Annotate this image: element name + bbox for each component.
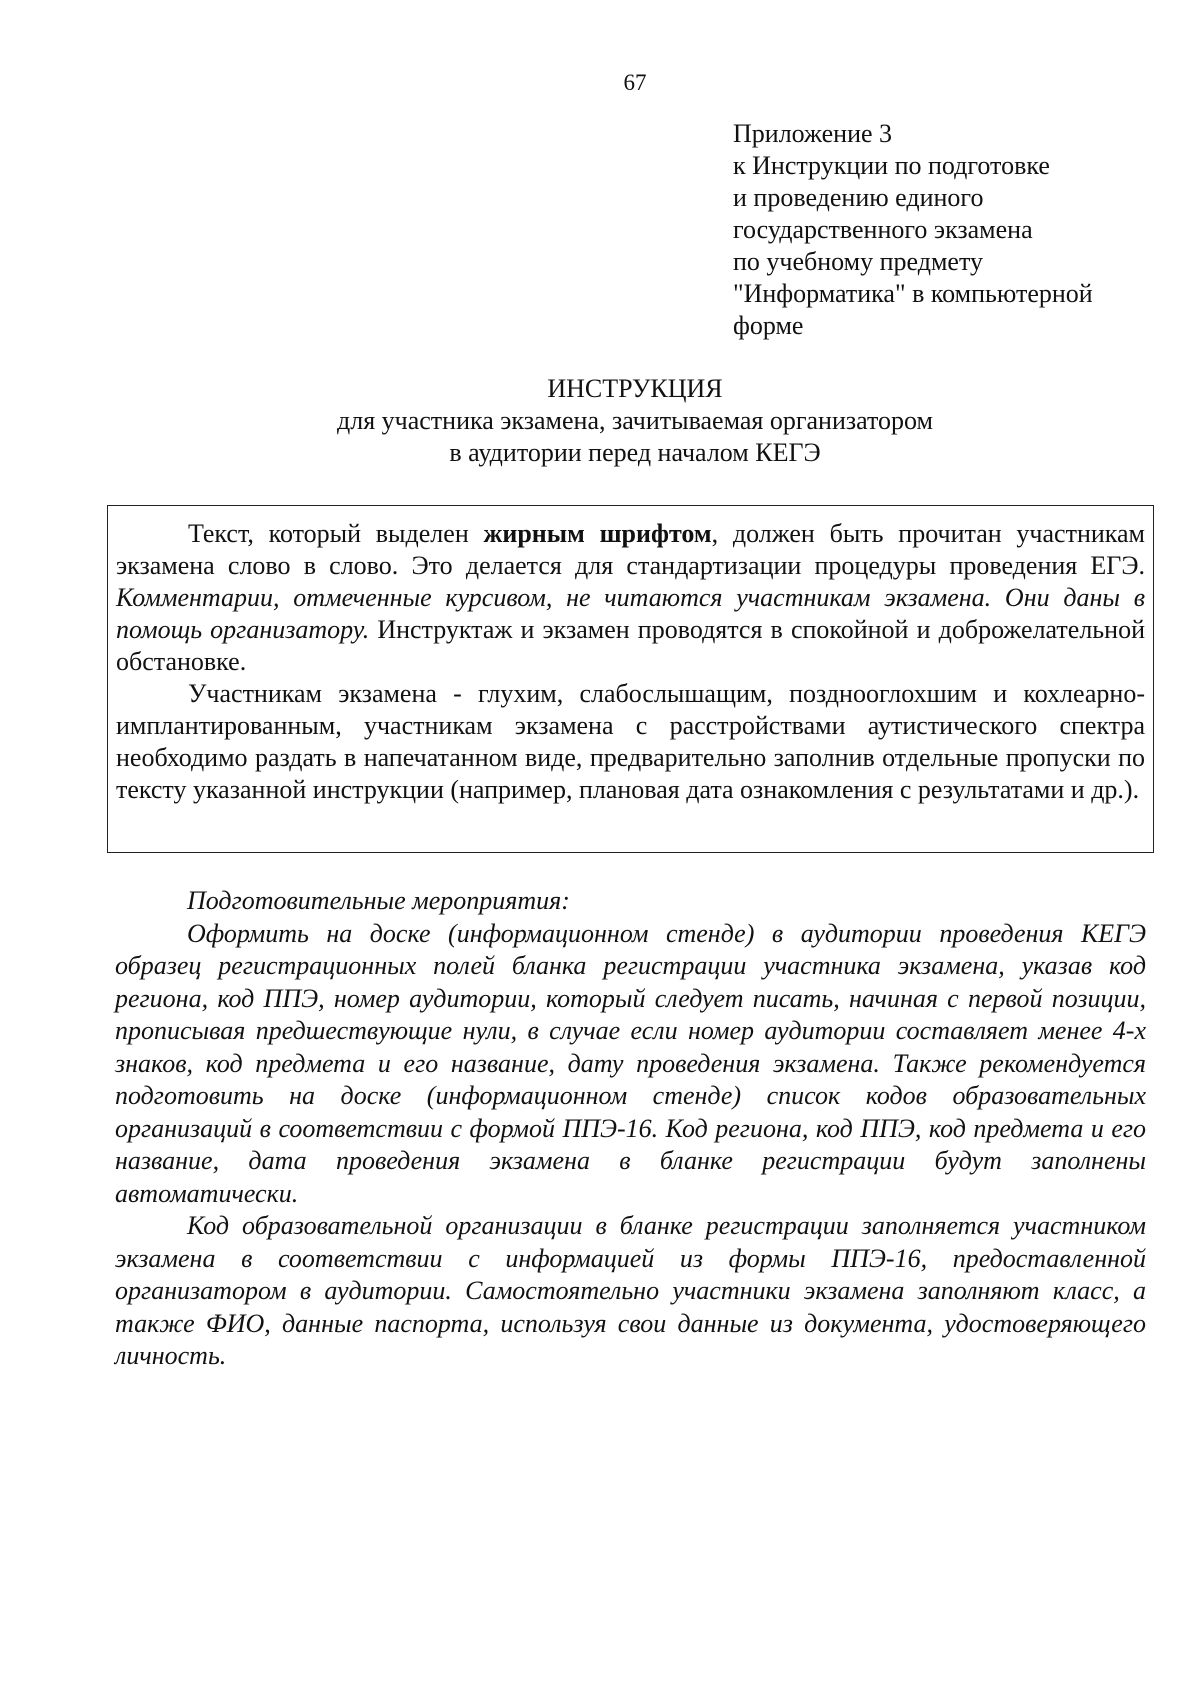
document-title: [0, 373, 1200, 469]
notice-text: Инструктаж и экзамен проводятся в спокойной и доброжелательной обстановке.: [116, 615, 1145, 676]
title-heading: ИНСТРУКЦИЯ: [547, 374, 723, 403]
title-subtitle: в аудитории перед началом КЕГЭ: [449, 438, 821, 467]
appendix-line: по учебному предмету: [733, 247, 983, 276]
notice-text: Текст, который выделен: [188, 519, 484, 548]
preparation-heading: Подготовительные мероприятия:: [187, 886, 570, 915]
appendix-line: и проведению единого: [733, 183, 984, 212]
page-number: 67: [623, 70, 647, 95]
appendix-line: "Информатика" в компьютерной: [733, 279, 1093, 308]
preparation-paragraph: Оформить на доске (информационном стенде) в аудитории проведения КЕГЭ образец регистрационных полей бланка регистрации участника экзамена, указав код региона, код ППЭ, номер аудитории, который следует писать, начиная с первой позиции, прописывая предшествующие нули, в случае если номер аудитории составляет менее 4-х знаков, код предмета и его название, дату проведения экзамена. Также рекомендуется подготовить на доске (информационном стенде) список кодов образовательных организаций в соответствии с формой ППЭ-16. Код региона, код ППЭ, код предмета и его название, дата проведения экзамена в бланке регистрации будут заполнены автоматически.: [115, 918, 1146, 1208]
preparation-paragraph: Код образовательной организации в бланке регистрации заполняется участником экзамена в соответствии с информацией из формы ППЭ-16, предоставленной организатором в аудитории. Самостоятельно участники экзамена заполняют класс, а также ФИО, данные паспорта, используя свои данные из документа, удостоверяющего личность.: [115, 1211, 1146, 1370]
appendix-line: форме: [733, 311, 804, 340]
appendix-header: [733, 118, 1173, 342]
appendix-line: государственного экзамена: [733, 215, 1033, 244]
preparation-section: [115, 885, 1146, 1373]
appendix-line: Приложение 3: [733, 119, 893, 148]
notice-box: [107, 505, 1154, 853]
notice-paragraph: [116, 518, 1145, 678]
notice-paragraph: Участникам экзамена - глухим, слабослышащим, позднооглохшим и кохлеарно-имплантированным, участникам экзамена с расстройствами аутистического спектра необходимо раздать в напечатанном виде, предварительно заполнив отдельные пропуски по тексту указанной инструкции (например, плановая дата ознакомления с результатами и др.).: [116, 679, 1145, 804]
appendix-line: к Инструкции по подготовке: [733, 151, 1050, 180]
notice-bold-text: жирным шрифтом: [483, 519, 712, 548]
notice-text: , должен быть прочитан участникам экзамена слово в слово. Это делается для стандартизации процедуры проведения ЕГЭ.: [116, 519, 1146, 580]
title-subtitle: для участника экзамена, зачитываемая организатором: [336, 406, 934, 435]
notice-italic-text: Комментарии, отмеченные курсивом, не читаются участникам экзамена. Они даны в помощь организатору.: [116, 583, 1145, 644]
